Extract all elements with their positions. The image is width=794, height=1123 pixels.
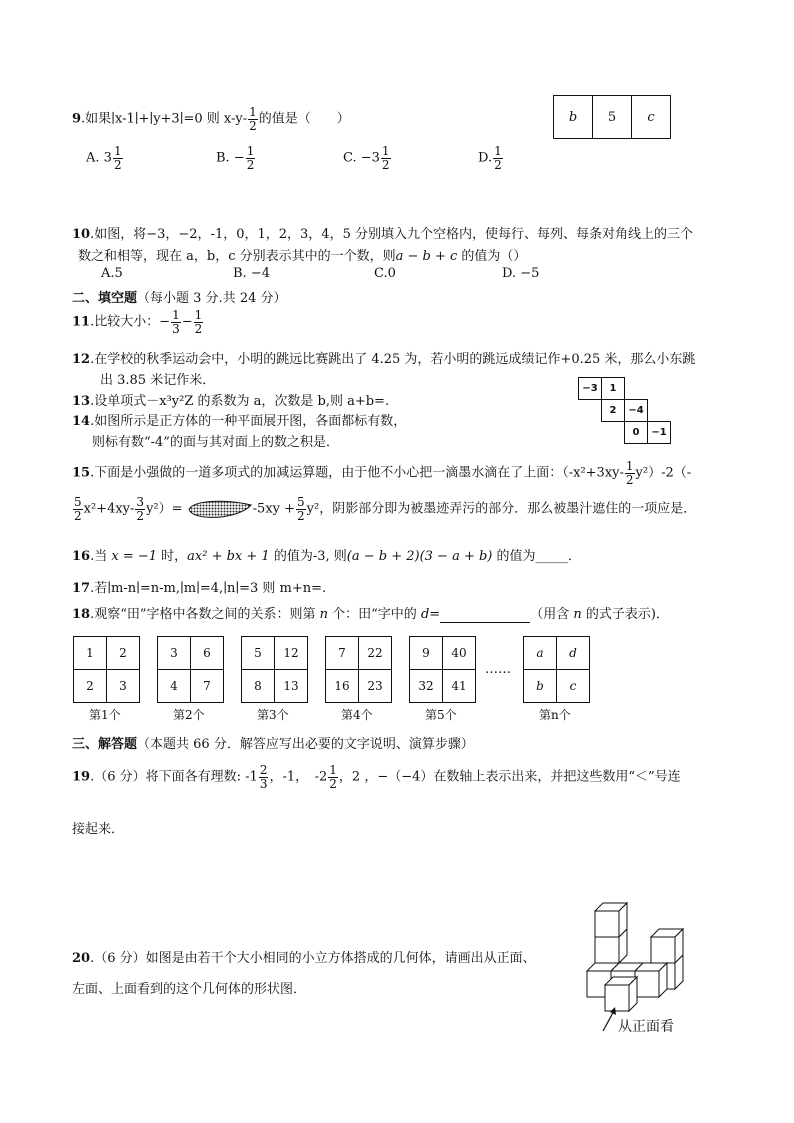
net-cell: −4 [625,400,648,422]
section-2-heading: 二、填空题（每小题 3 分.共 24 分） [72,291,287,306]
tian-grid-1 [73,636,140,703]
q14-line1: 14.如图所示是正方体的一种平面展开图，各面都标有数， [72,414,407,429]
grid-cell: 3 [107,670,140,703]
grid-cell: c [632,96,671,139]
grid-cell: 40 [443,637,476,670]
grid-cell: d [557,637,590,670]
ellipsis: …… [485,662,511,677]
tian-caption: 第5个 [425,708,457,722]
magic-square-grid [553,95,671,139]
tian-caption: 第2个 [173,708,205,722]
grid-cell: 4 [158,670,191,703]
q19-line1: 19.（6 分）将下面各有理数: -1 $\frac{2}{3}$ ，-1， -2 $\frac{1}{2}$ ，2 ，−（−4）在数轴上表示出来，并把这些数用“＜”号连 [72,763,681,791]
q17: 17.若∣m-n∣=n-m,∣m∣=4,∣n∣=3 则 m+n=. [72,581,327,596]
tian-grid-3 [241,636,308,703]
q19-line2: 接起来． [72,822,125,837]
grid-cell: 2 [74,670,107,703]
grid-cell: 5 [242,637,275,670]
q9-stem: 9.如果∣x-1∣+∣y+3∣=0 则 x-y- $\frac{1}{2}$ 的值是（ ） [72,105,350,133]
q11: 11.比较大小：− $\frac{1}{3}$ − $\frac{1}{2}$ [72,308,203,336]
q16: 16.当 x = −1 时，ax² + bx + 1 的值为-3, 则(a − b + 2)(3 − a + b) 的值为_____． [72,549,582,564]
tian-caption: 第1个 [89,708,121,722]
grid-cell: 23 [359,670,392,703]
q10-option-d: D. −5 [502,266,540,281]
grid-cell: b [524,670,557,703]
tian-caption: 第3个 [257,708,289,722]
tian-grid-4 [325,636,392,703]
net-cell: 2 [602,400,625,422]
net-cell: 1 [602,378,625,400]
grid-cell: a [524,637,557,670]
tian-caption: 第4个 [341,708,373,722]
grid-cell: 41 [443,670,476,703]
q15-line2: $\frac{5}{2}$ x²+4xy- $\frac{3}{2}$ y²）= -5xy + $\frac{5}{2}$ y²，阴影部分即为被墨迹弄污的部分．那么被墨汁遮住的一项应是． [74,495,697,523]
grid-cell: 5 [593,96,632,139]
q14-line2: 则标有数“-4”的面与其对面上的数之积是． [92,435,339,450]
tian-caption: 第n个 [539,708,571,722]
grid-cell: 12 [275,637,308,670]
grid-cell: c [557,670,590,703]
grid-cell: 1 [74,637,107,670]
q10-option-c: C.0 [374,266,396,281]
net-cell: 0 [625,422,648,444]
grid-cell: 6 [191,637,224,670]
q9-option-b: B. − $\frac{1}{2}$ [216,144,255,172]
grid-cell: 2 [107,637,140,670]
grid-cell: 32 [410,670,443,703]
q12-line2: 出 3.85 米记作米． [100,373,216,388]
grid-cell: b [554,96,593,139]
q13: 13.设单项式－x³y²Z 的系数为 a，次数是 b,则 a+b=. [72,394,390,409]
q10-option-b: B. −4 [233,266,270,281]
ink-blot-icon [187,498,253,520]
answer-blank [440,607,530,623]
grid-cell: 13 [275,670,308,703]
q10-line1: 10.如图，将−3，−2，-1，0，1，2，3，4，5 分别填入九个空格内，使每行、每列、每条对角线上的三个 [72,227,693,242]
q10-option-a: A.5 [101,266,123,281]
grid-cell: 16 [326,670,359,703]
q15-line1: 15.下面是小强做的一道多项式的加减运算题，由于他不小心把一滴墨水滴在了上面：（-x²+3xy- $\frac{1}{2}$ y²）-2（- [72,459,692,487]
q9-option-c: C. −3 $\frac{1}{2}$ [343,144,390,172]
q12-line1: 12.在学校的秋季运动会中，小明的跳远比赛跳出了 4.25 为，若小明的跳远成绩记作+0.25 米，那么小东跳 [72,352,696,367]
cube-net [578,377,671,444]
q9-option-d: D. $\frac{1}{2}$ [478,144,502,172]
net-cell: −1 [648,422,671,444]
grid-cell: 7 [191,670,224,703]
q18: 18.观察“田”字格中各数之间的关系：则第 n 个：田“字中的 d= （用含 n 的式子表示)． [72,607,669,622]
grid-cell: 9 [410,637,443,670]
net-cell: −3 [579,378,602,400]
tian-grid-5 [409,636,476,703]
grid-cell: 22 [359,637,392,670]
grid-cell: 3 [158,637,191,670]
q20-line1: 20.（6 分）如图是由若干个大小相同的小立方体搭成的几何体，请画出从正面、 [72,951,536,966]
q20-line2: 左面、上面看到的这个几何体的形状图． [72,982,307,997]
grid-cell: 8 [242,670,275,703]
tian-grid-2 [157,636,224,703]
q9-option-a: A. 3 $\frac{1}{2}$ [86,144,122,172]
q10-line2: 数之和相等，现在 a，b，c 分别表示其中的一个数，则a − b + c 的值为（） [78,249,527,264]
section-3-heading: 三、解答题（本题共 66 分．解答应写出必要的文字说明、演算步骤） [72,737,474,752]
grid-cell: 7 [326,637,359,670]
tian-grid-n [523,636,590,703]
front-view-label: 从正面看 [618,1019,674,1035]
